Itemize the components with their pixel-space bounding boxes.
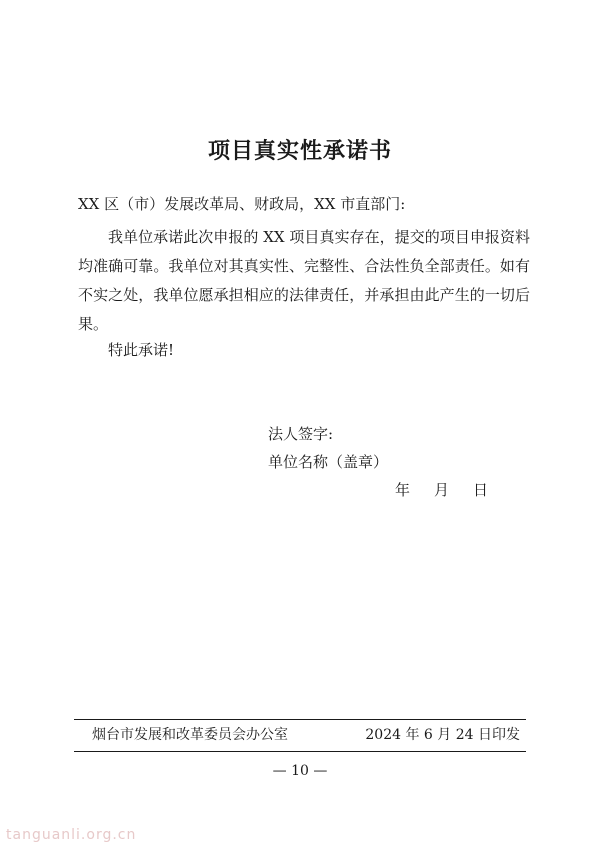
footer-bottom-rule bbox=[74, 751, 526, 752]
date-line bbox=[395, 480, 488, 500]
commitment-paragraph: 我单位承诺此次申报的 XX 项目真实存在，提交的项目申报资料均准确可靠。我单位对其真实性、完整性、合法性负全部责任。如有不实之处，我单位愿承担相应的法律责任，并承担由此产生的一切后果。 bbox=[78, 228, 530, 333]
legal-person-signature-label: 法人签字: bbox=[268, 425, 334, 443]
date-day-label: 日 bbox=[473, 481, 489, 499]
footer-issuer: 烟台市发展和改革委员会办公室 bbox=[92, 727, 288, 743]
page-number: — 10 — bbox=[272, 763, 328, 779]
addressee-line: XX 区（市）发展改革局、财政局，XX 市直部门: bbox=[78, 195, 406, 213]
footer-print-date: 2024 年 6 月 24 日印发 bbox=[365, 727, 520, 743]
closing-line: 特此承诺! bbox=[108, 341, 175, 359]
unit-name-seal-label: 单位名称（盖章） bbox=[268, 453, 389, 471]
date-year-label: 年 bbox=[395, 481, 411, 499]
document-title: 项目真实性承诺书 bbox=[207, 138, 392, 164]
footer-top-rule bbox=[74, 719, 526, 720]
site-watermark: tanguanli.org.cn bbox=[6, 827, 137, 843]
date-month-label: 月 bbox=[434, 481, 450, 499]
